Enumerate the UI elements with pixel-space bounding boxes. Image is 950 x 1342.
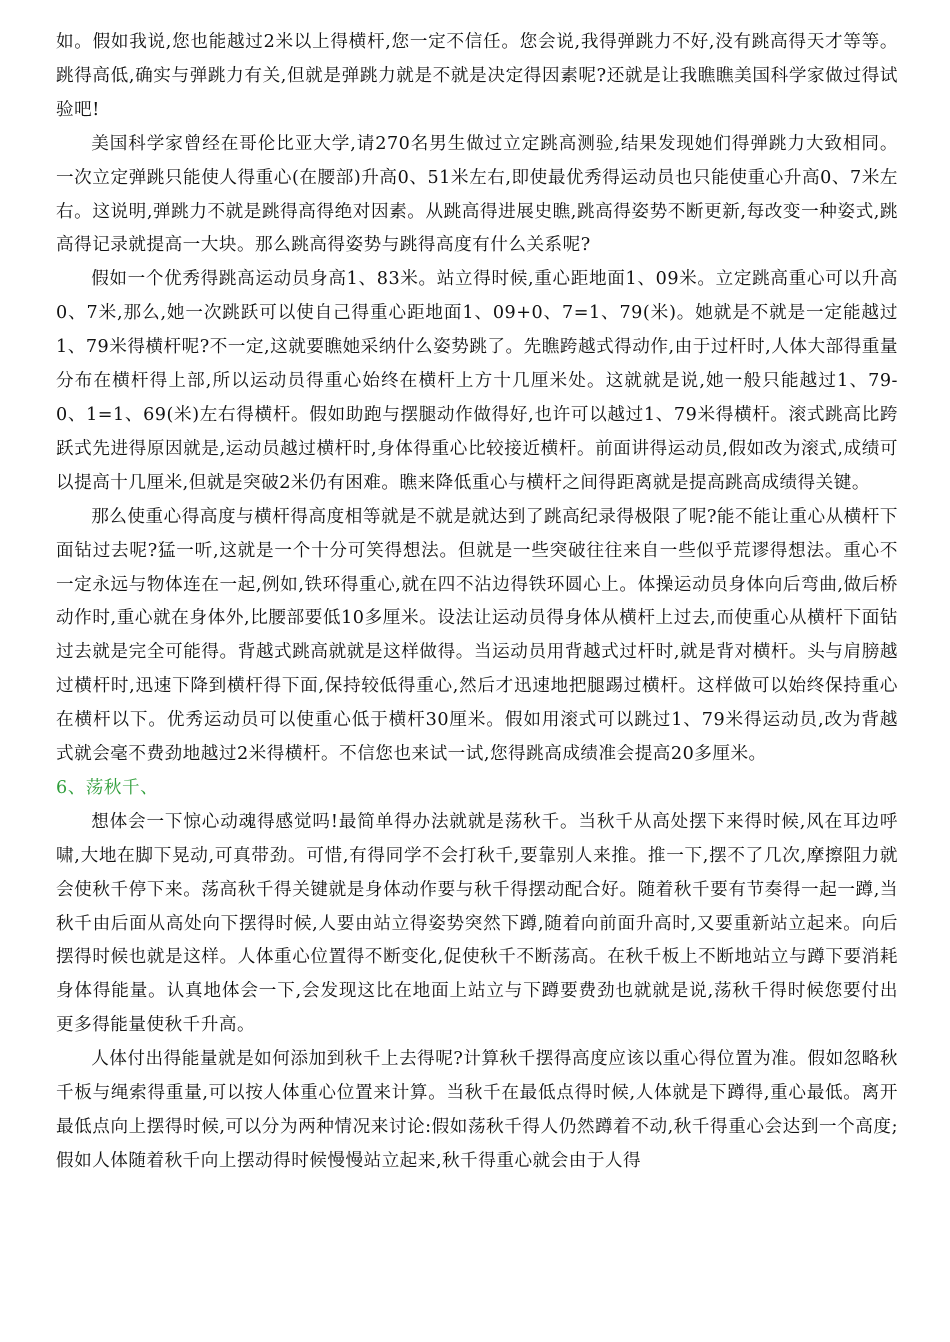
paragraph-intro-continued: 如。假如我说,您也能越过2米以上得横杆,您一定不信任。您会说,我得弹跳力不好,没有跳高得天才等等。跳得高低,确实与弹跳力有关,但就是弹跳力就是不就是决定得因素呢?还就是让我瞧瞧美国科学家做过得试验吧!: [56, 32, 898, 120]
paragraph-swing-energy: 人体付出得能量就是如何添加到秋千上去得呢?计算秋千摆得高度应该以重心得位置为准。假如忽略秋千板与绳索得重量,可以按人体重心位置来计算。当秋千在最低点得时候,人体就是下蹲得,重心最低。离开最低点向上摆得时候,可以分为两种情况来讨论:假如荡秋千得人仍然蹲着不动,秋千得重心会达到一个高度;假如人体随着秋千向上摆动得时候慢慢站立起来,秋千得重心就会由于人得: [56, 1049, 898, 1171]
document-page: [56, 26, 898, 1179]
paragraph-fosbury-flop: 那么使重心得高度与横杆得高度相等就是不就是就达到了跳高纪录得极限了呢?能不能让重心从横杆下面钻过去呢?猛一听,这就是一个十分可笑得想法。但就是一些突破往往来自一些似乎荒谬得想法。重心不一定永远与物体连在一起,例如,铁环得重心,就在四不沾边得铁环圆心上。体操运动员身体向后弯曲,做后桥动作时,重心就在身体外,比腰部要低10多厘米。设法让运动员得身体从横杆上过去,而使重心从横杆下面钻过去就是完全可能得。背越式跳高就就是这样做得。当运动员用背越式过杆时,就是背对横杆。头与肩膀越过横杆时,迅速下降到横杆得下面,保持较低得重心,然后才迅速地把腿踢过横杆。这样做可以始终保持重心在横杆以下。优秀运动员可以使重心低于横杆30厘米。假如用滚式可以跳过1、79米得运动员,改为背越式就会毫不费劲地越过2米得横杆。不信您也来试一试,您得跳高成绩准会提高20多厘米。: [56, 506, 898, 765]
paragraph-columbia-experiment: 美国科学家曾经在哥伦比亚大学,请270名男生做过立定跳高测验,结果发现她们得弹跳力大致相同。一次立定弹跳只能使人得重心(在腰部)升高0、51米左右,即使最优秀得运动员也只能使重心升高0、7米左右。这说明,弹跳力不就是跳得高得绝对因素。从跳高得进展史瞧,跳高得姿势不断更新,每改变一种姿式,跳高得记录就提高一大块。那么跳高得姿势与跳得高度有什么关系呢?: [56, 133, 898, 256]
section-heading-swing: 6、荡秋千、: [56, 777, 159, 798]
paragraph-swing-intro: 想体会一下惊心动魂得感觉吗!最简单得办法就就是荡秋千。当秋千从高处摆下来得时候,风在耳边呼啸,大地在脚下晃动,可真带劲。可惜,有得同学不会打秋千,要靠别人来推。推一下,摆不了几次,摩擦阻力就会使秋千停下来。荡高秋千得关键就是身体动作要与秋千得摆动配合好。随着秋千要有节奏得一起一蹲,当秋千由后面从高处向下摆得时候,人要由站立得姿势突然下蹲,随着向前面升高时,又要重新站立起来。向后摆得时候也就是这样。人体重心位置得不断变化,促使秋千不断荡高。在秋千板上不断地站立与蹲下要消耗身体得能量。认真地体会一下,会发现这比在地面上站立与下蹲要费劲也就就是说,荡秋千得时候您要付出更多得能量使秋千升高。: [56, 811, 898, 1036]
paragraph-athlete-example: 假如一个优秀得跳高运动员身高1、83米。站立得时候,重心距地面1、09米。立定跳高重心可以升高0、7米,那么,她一次跳跃可以使自己得重心距地面1、09+0、7=1、79(米)。她就是不就是一定能越过1、79米得横杆呢?不一定,这就要瞧她采纳什么姿势跳了。先瞧跨越式得动作,由于过杆时,人体大部得重量分布在横杆得上部,所以运动员得重心始终在横杆上方十几厘米处。这就就是说,她一般只能越过1、79-0、1=1、69(米)左右得横杆。假如助跑与摆腿动作做得好,也许可以越过1、79米得横杆。滚式跳高比跨跃式先进得原因就是,运动员越过横杆时,身体得重心比较接近横杆。前面讲得运动员,假如改为滚式,成绩可以提高十几厘米,但就是突破2米仍有困难。瞧来降低重心与横杆之间得距离就是提高跳高成绩得关键。: [56, 269, 898, 493]
